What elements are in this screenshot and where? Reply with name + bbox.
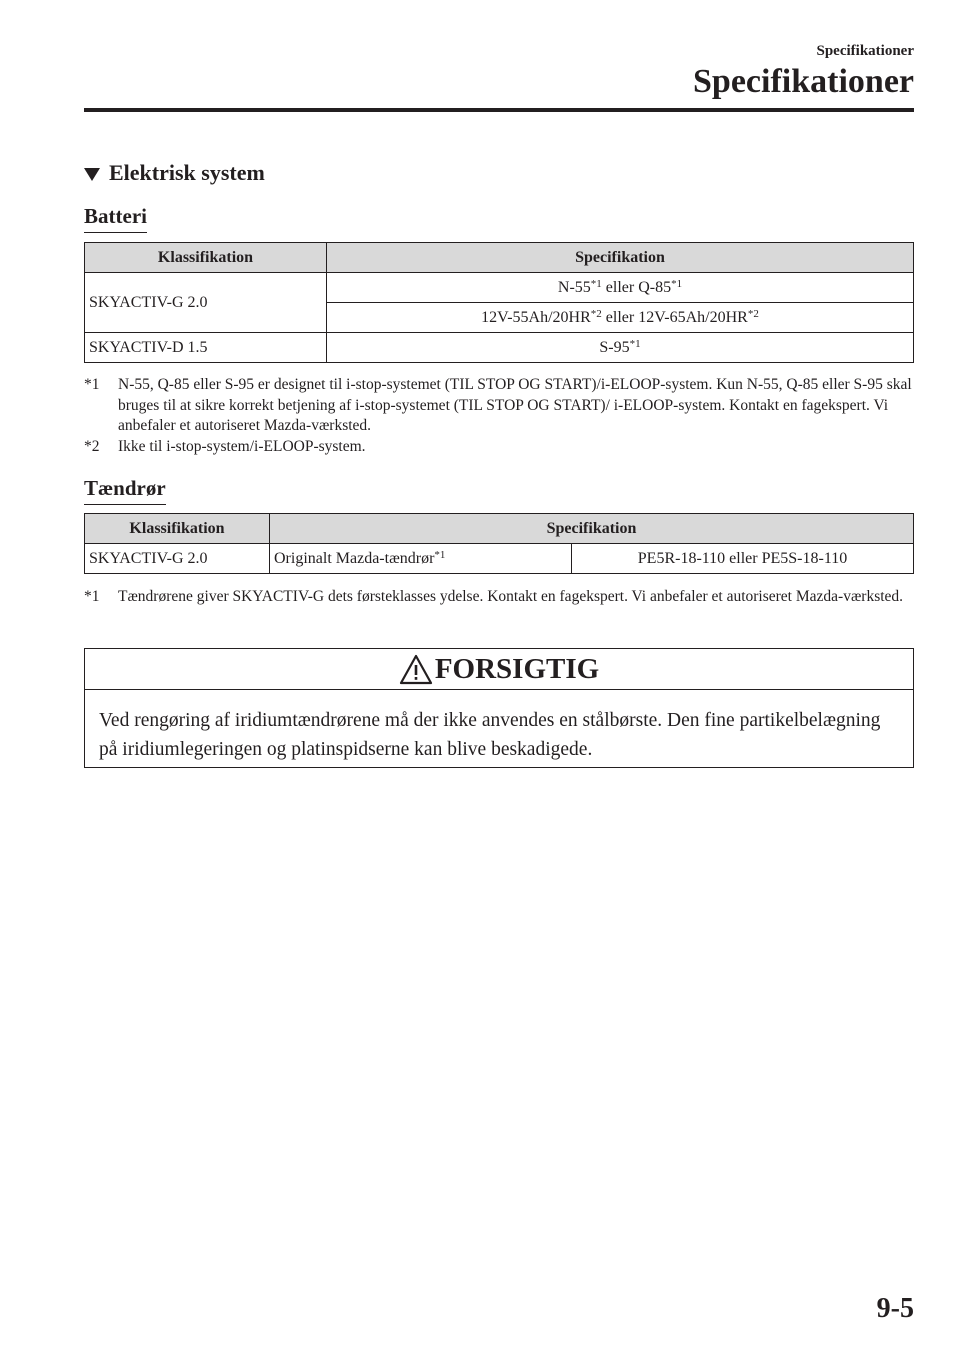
footnote-text: N-55, Q-85 eller S-95 er designet til i-stop-systemet (TIL STOP OG START)/i-ELOOP-system. Kun N-55, Q-85 eller S-95 skal bruges til at sikre korrekt betjening af i-stop-systemet (TIL STOP OG START)/ i-ELOOP-system. Kontakt en fagekspert. Vi anbefaler et autoriseret Mazda-værksted. (118, 376, 912, 434)
footnote (84, 587, 914, 608)
section-title (84, 160, 265, 186)
column-header-specification: Specifikation (270, 514, 914, 544)
column-header-classification: Klassifikation (85, 514, 270, 544)
footnote-mark: *2 (84, 437, 100, 455)
footnote-text: Ikke til i-stop-system/i-ELOOP-system. (118, 437, 366, 455)
battery-table (84, 242, 914, 363)
specification-cell: PE5R-18-110 eller PE5S-18-110 (572, 544, 914, 574)
table-header-row (85, 514, 914, 544)
spark-plug-table (84, 513, 914, 574)
caution-text: Ved rengøring af iridiumtændrørene må der ikke anvendes en stålbørste. Den fine partikelbelægning på iridiumlegeringen og platinspidserne kan blive beskadigede. (99, 710, 881, 760)
specification-cell: 12V-55Ah/20HR$^{*2}$ eller 12V-65Ah/20HR$^{*2}$ (327, 303, 914, 333)
battery-footnotes (84, 375, 914, 457)
table-row (85, 544, 914, 574)
spark-plug-footnotes (84, 587, 914, 608)
caution-header (85, 649, 913, 690)
classification-cell: SKYACTIV-D 1.5 (85, 333, 327, 363)
footnote-mark: *1 (84, 588, 100, 605)
footnote-mark: *1 (84, 376, 100, 393)
column-header-classification: Klassifikation (85, 243, 327, 273)
header-rule (84, 108, 914, 112)
warning-triangle-icon (399, 654, 433, 685)
column-header-specification: Specifikation (327, 243, 914, 273)
footnote-text: Tændrørene giver SKYACTIV-G dets førsteklasses ydelse. Kontakt en fagekspert. Vi anbefaler et autoriseret Mazda-værksted. (118, 588, 904, 605)
part-cell: Originalt Mazda-tændrør$^{*1}$ (270, 544, 572, 574)
table-row (85, 333, 914, 363)
specification-cell: S-95$^{*1}$ (327, 333, 914, 363)
triangle-bullet-icon (84, 168, 100, 181)
page-number: 9-5 (876, 1293, 914, 1324)
classification-cell: SKYACTIV-G 2.0 (85, 544, 270, 574)
footnote (84, 375, 914, 437)
section-title-text: Elektrisk system (109, 160, 265, 185)
spark-plug-heading: Tændrør (84, 476, 166, 505)
footnote (84, 437, 914, 458)
table-row (85, 273, 914, 303)
battery-heading: Batteri (84, 204, 147, 233)
specification-cell: N-55$^{*1}$ eller Q-85$^{*1}$ (327, 273, 914, 303)
chapter-title-small: Specifikationer (816, 43, 914, 59)
chapter-title: Specifikationer (693, 63, 914, 100)
caution-title: FORSIGTIG (434, 652, 600, 685)
caution-box (84, 648, 914, 768)
classification-cell: SKYACTIV-G 2.0 (85, 273, 327, 333)
table-header-row (85, 243, 914, 273)
page-header (693, 42, 914, 102)
